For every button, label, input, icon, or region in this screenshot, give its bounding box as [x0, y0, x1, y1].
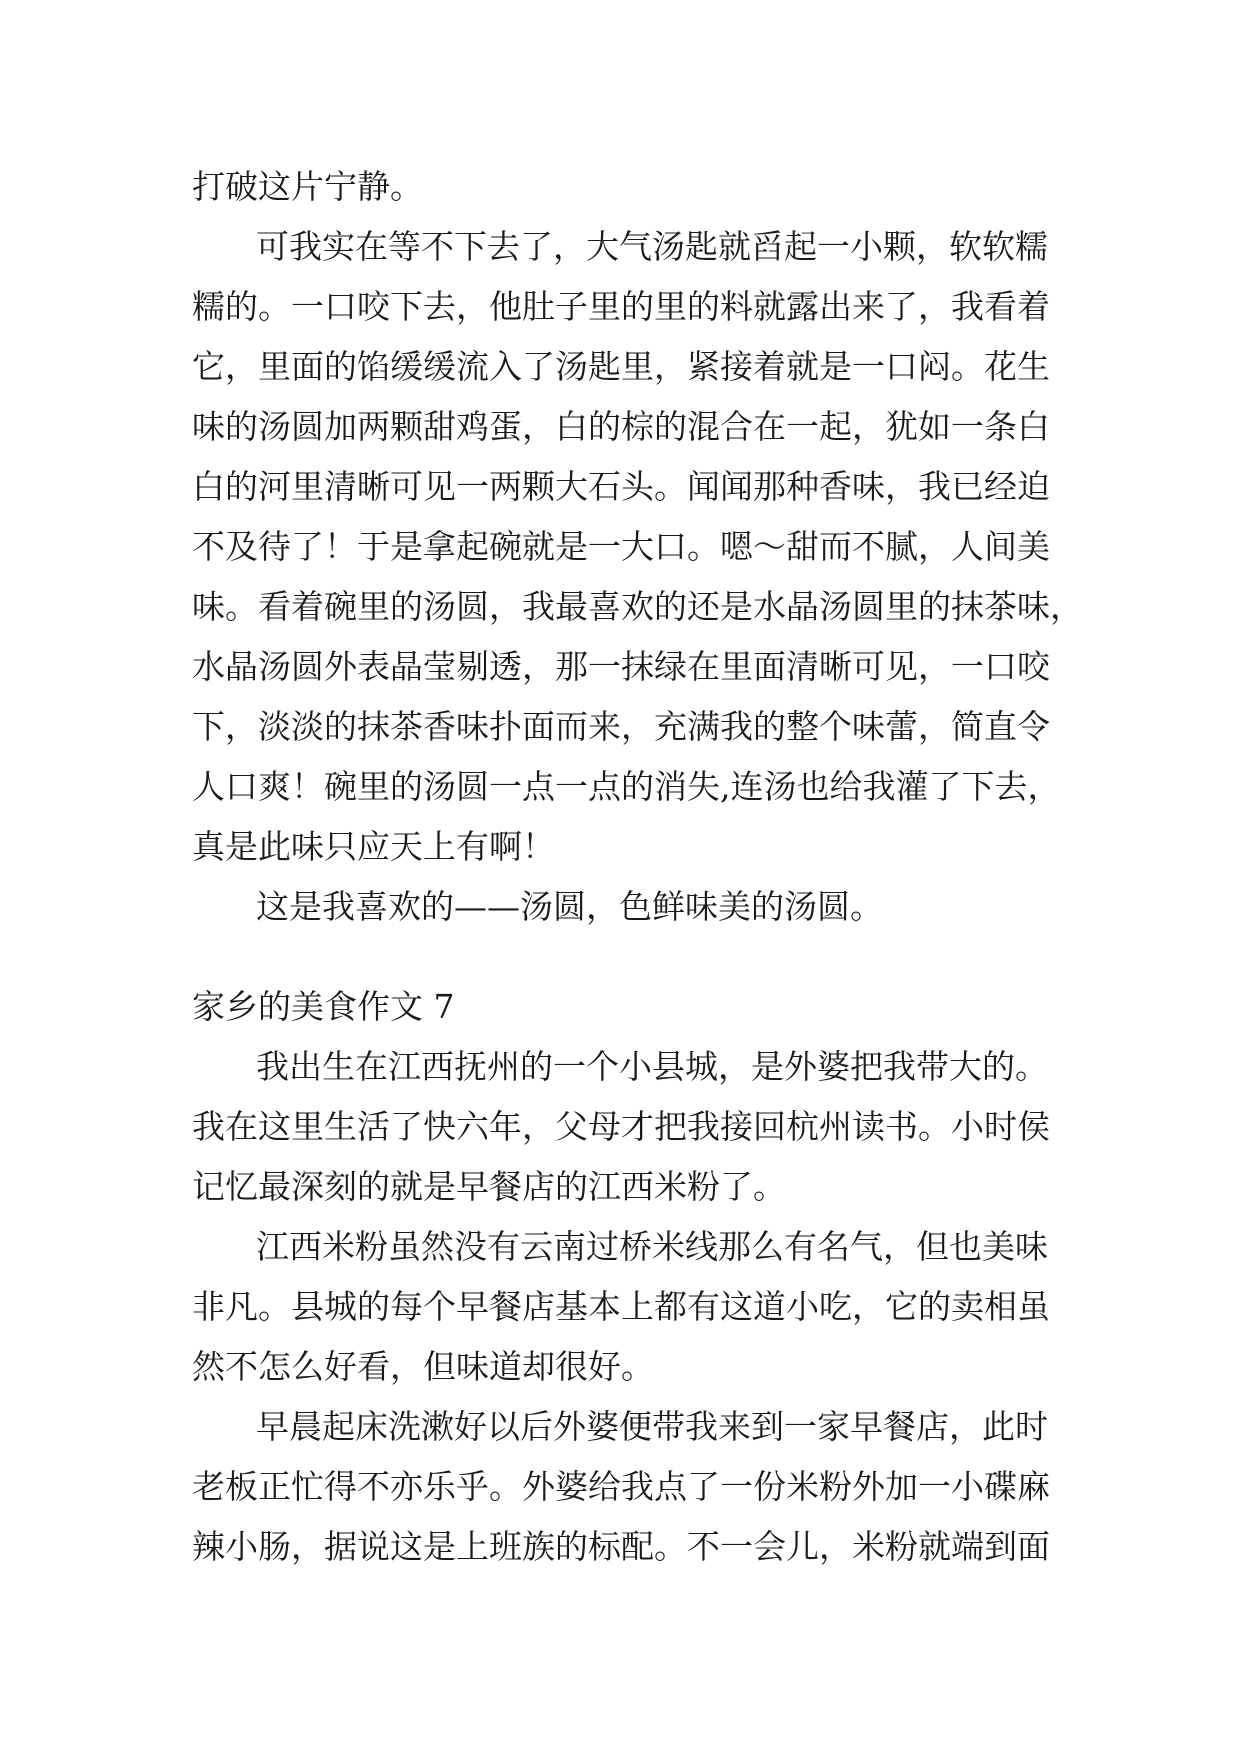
text-line: 白的河里清晰可见一两颗大石头。闻闻那种香味，我已经迫 — [192, 467, 1050, 506]
paragraph-first-line: 早晨起床洗漱好以后外婆便带我来到一家早餐店，此时 — [256, 1407, 1048, 1446]
text-line: 不及待了！于是拿起碗就是一大口。嗯～甜而不腻，人间美 — [192, 527, 1050, 566]
paragraph-first-line: 江西米粉虽然没有云南过桥米线那么有名气，但也美味 — [256, 1227, 1048, 1266]
article-title: 家乡的美食作文 7 — [192, 987, 455, 1026]
text-line: 我在这里生活了快六年，父母才把我接回杭州读书。小时侯 — [192, 1107, 1050, 1146]
text-line: 真是此味只应天上有啊！ — [192, 827, 555, 866]
text-line: 它，里面的馅缓缓流入了汤匙里，紧接着就是一口闷。花生 — [192, 347, 1050, 386]
text-line: 味。看着碗里的汤圆，我最喜欢的还是水晶汤圆里的抹茶味， — [192, 587, 1083, 626]
text-line: 糯的。一口咬下去，他肚子里的里的料就露出来了，我看着 — [192, 287, 1050, 326]
text-line: 味的汤圆加两颗甜鸡蛋，白的棕的混合在一起，犹如一条白 — [192, 407, 1050, 446]
text-line: 打破这片宁静。 — [192, 167, 423, 206]
paragraph-first-line: 可我实在等不下去了，大气汤匙就舀起一小颗，软软糯 — [256, 227, 1048, 266]
text-line: 记忆最深刻的就是早餐店的江西米粉了。 — [192, 1167, 786, 1206]
text-line: 然不怎么好看，但味道却很好。 — [192, 1347, 654, 1386]
paragraph-first-line: 这是我喜欢的——汤圆，色鲜味美的汤圆。 — [256, 887, 883, 926]
text-line: 下，淡淡的抹茶香味扑面而来，充满我的整个味蕾，简直令 — [192, 707, 1050, 746]
paragraph-first-line: 我出生在江西抚州的一个小县城，是外婆把我带大的。 — [256, 1047, 1048, 1086]
text-line: 水晶汤圆外表晶莹剔透，那一抹绿在里面清晰可见，一口咬 — [192, 647, 1050, 686]
text-line: 老板正忙得不亦乐乎。外婆给我点了一份米粉外加一小碟麻 — [192, 1467, 1050, 1506]
text-line: 辣小肠，据说这是上班族的标配。不一会儿，米粉就端到面 — [192, 1527, 1050, 1566]
text-line: 人口爽！碗里的汤圆一点一点的消失,连汤也给我灌了下去， — [192, 767, 1061, 806]
text-line: 非凡。县城的每个早餐店基本上都有这道小吃，它的卖相虽 — [192, 1287, 1050, 1326]
